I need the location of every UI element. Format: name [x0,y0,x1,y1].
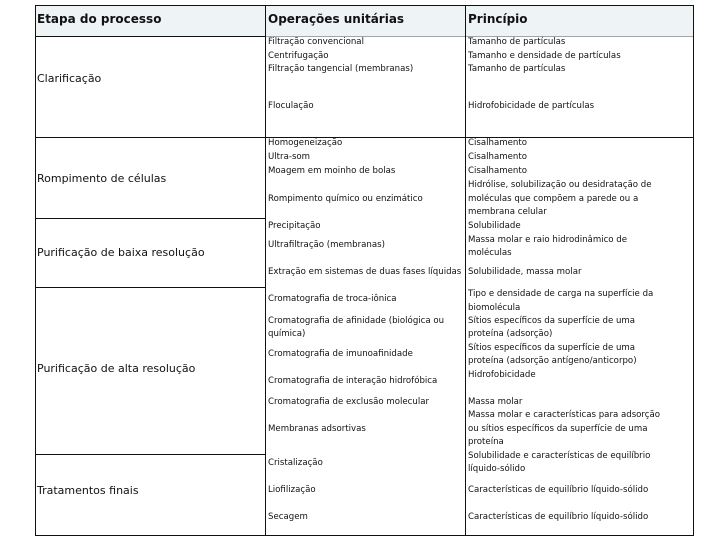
pr-tipo-densidade: Tipo e densidade de carga na superfície da [468,289,654,299]
pr-solubilidade-massa: Solubilidade, massa molar [468,267,582,277]
pr-hidrolise: Hidrólise, solubilização ou desidratação de [468,180,652,190]
pr-massa-adsorcao-cont: proteína [468,437,504,447]
op-membranas-adsortivas: Membranas adsortivas [268,424,366,434]
op-filtracao-convencional: Filtração convencional [268,37,364,47]
row-divider [35,137,694,138]
pr-hidrolise-cont: membrana celular [468,207,547,217]
pr-cisalhamento: Cisalhamento [468,152,527,162]
op-ultrafiltracao: Ultrafiltração (membranas) [268,240,385,250]
pr-hidrofobicidade: Hidrofobicidade [468,370,536,380]
op-exclusao-molecular: Cromatografia de exclusão molecular [268,397,430,407]
row-divider [35,454,265,455]
op-rompimento-quimico: Rompimento químico ou enzimático [268,194,423,204]
pr-solubilidade-equilibrio: Solubilidade e características de equilíbrio [468,451,651,461]
pr-massa-adsorcao-cont: ou sítios específicos da superfície de uma [468,424,648,434]
header-operacoes: Operações unitárias [268,12,405,26]
process-table [35,5,694,536]
op-ultra-som: Ultra-som [268,152,311,162]
op-afinidade: Cromatografia de afinidade (biológica ou [268,316,445,326]
stage-clarificacao: Clarificação [37,72,102,85]
stage-purificacao-alta: Purificação de alta resolução [37,362,196,375]
op-afinidade-cont: química) [268,329,306,339]
pr-massa-raio: Massa molar e raio hidrodinâmico de [468,235,628,245]
pr-sitios: Sítios específicos da superfície de uma [468,316,636,326]
header-etapa: Etapa do processo [37,12,162,26]
op-centrifugacao: Centrifugação [268,51,329,61]
row-divider [35,218,265,219]
pr-tamanho: Tamanho de partículas [468,64,566,74]
pr-tamanho-densidade: Tamanho e densidade de partículas [468,51,621,61]
pr-sitios-antigeno: Sítios específicos da superfície de uma [468,343,636,353]
op-moagem: Moagem em moinho de bolas [268,166,396,176]
row-divider [35,36,265,37]
stage-purificacao-baixa: Purificação de baixa resolução [37,246,205,259]
pr-tamanho: Tamanho de partículas [468,37,566,47]
pr-cisalhamento: Cisalhamento [468,166,527,176]
pr-hidrolise-cont: moléculas que compõem a parede ou a [468,194,639,204]
op-secagem: Secagem [268,512,308,522]
op-cristalizacao: Cristalização [268,458,323,468]
op-floculacao: Floculação [268,101,314,111]
pr-sitios-cont: proteína (adsorção) [468,329,553,339]
op-homogeneizacao: Homogeneização [268,138,343,148]
pr-solubilidade: Solubilidade [468,221,521,231]
op-precipitacao: Precipitação [268,221,321,231]
table-header [35,5,694,37]
op-filtracao-tangencial: Filtração tangencial (membranas) [268,64,414,74]
pr-massa-raio-cont: moléculas [468,248,512,258]
pr-hidrofobicidade-particulas: Hidrofobicidade de partículas [468,101,595,111]
pr-tipo-densidade-cont: biomolécula [468,303,521,313]
stage-tratamentos: Tratamentos finais [37,484,139,497]
pr-massa-adsorcao: Massa molar e características para adsorção [468,410,661,420]
pr-cisalhamento: Cisalhamento [468,138,527,148]
header-principio: Princípio [468,12,528,26]
col-divider-1 [265,5,266,536]
pr-equilibrio: Características de equilíbrio líquido-sólido [468,485,649,495]
pr-equilibrio: Características de equilíbrio líquido-sólido [468,512,649,522]
op-extracao: Extração em sistemas de duas fases líquidas [268,267,462,277]
col-divider-2 [465,5,466,536]
op-imunoafinidade: Cromatografia de imunoafinidade [268,349,413,359]
pr-massa-molar: Massa molar [468,397,523,407]
pr-sitios-antigeno-cont: proteína (adsorção antígeno/anticorpo) [468,356,637,366]
op-liofilizacao: Liofilização [268,485,316,495]
op-troca-ionica: Cromatografia de troca-iônica [268,294,397,304]
op-interacao-hidrofobica: Cromatografia de interação hidrofóbica [268,376,438,386]
pr-solubilidade-equilibrio-cont: líquido-sólido [468,464,526,474]
row-divider [35,287,265,288]
stage-rompimento: Rompimento de células [37,172,167,185]
